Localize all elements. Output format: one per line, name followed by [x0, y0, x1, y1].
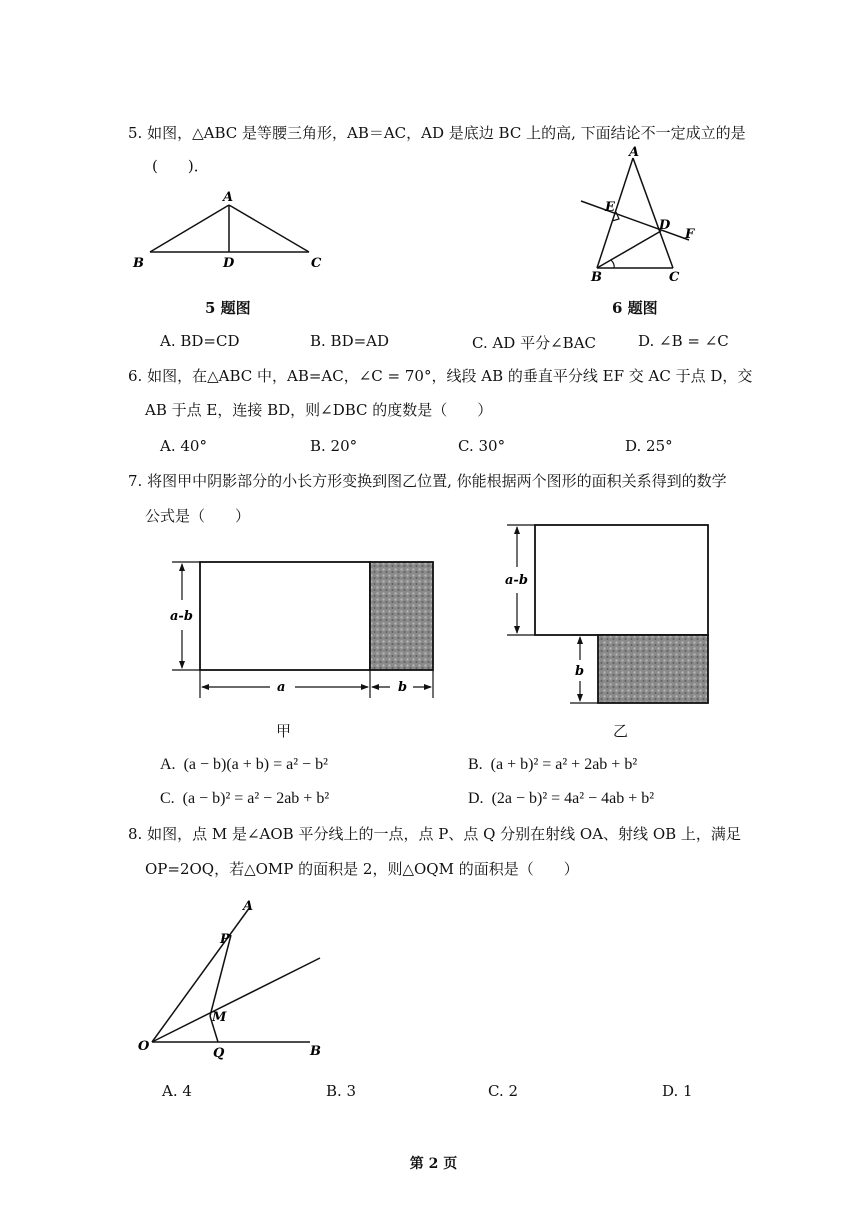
q7-option-a — [160, 756, 328, 774]
figure-yi — [495, 515, 725, 715]
figure-8-angle — [130, 895, 340, 1065]
q7-option-c-prefix: C. — [160, 790, 175, 807]
q7-option-b-prefix: B. — [468, 756, 483, 773]
fig5-label-a: A — [223, 190, 234, 205]
fig8-label-m: M — [212, 1010, 227, 1025]
q7-text-line1: 7. 将图甲中阴影部分的小长方形变换到图乙位置, 你能根据两个图形的面积关系得到的数学 — [128, 472, 727, 490]
q5-option-c: C. AD 平分∠BAC — [472, 334, 597, 352]
fig-yi-label-b: b — [575, 664, 585, 679]
q7-option-d-prefix: D. — [468, 790, 484, 807]
fig5-label-c: C — [311, 256, 322, 271]
q5-option-a: A. BD=CD — [160, 332, 240, 350]
q7-option-d — [468, 790, 654, 808]
q7-option-c-formula: (a − b)² = a² − 2ab + b² — [182, 790, 330, 807]
fig6-caption: 6 题图 — [612, 299, 658, 317]
q8-text-line2: OP=2OQ，若△OMP 的面积是 2，则△OQM 的面积是（ ） — [145, 860, 579, 878]
figure-jia — [160, 550, 450, 710]
q7-text-line2: 公式是（ ） — [145, 507, 251, 525]
q8-option-b: B. 3 — [326, 1082, 357, 1100]
q8-option-a: A. 4 — [162, 1082, 192, 1100]
fig8-label-q: Q — [213, 1046, 225, 1061]
fig5-caption: 5 题图 — [205, 299, 251, 317]
fig6-label-d: D — [659, 218, 671, 233]
fig6-label-a: A — [629, 145, 640, 160]
q6-option-b: B. 20° — [310, 437, 358, 455]
fig8-label-p: P — [220, 932, 230, 947]
fig6-label-c: C — [669, 270, 680, 285]
q5-text-line1: 5. 如图，△ABC 是等腰三角形，AB＝AC，AD 是底边 BC 上的高, 下面结论不一定成立的是 — [128, 124, 746, 142]
fig6-label-b: B — [591, 270, 602, 285]
figure-6-triangle — [575, 145, 705, 285]
q5-text-line2: ( )． — [152, 157, 209, 175]
fig-jia-label-b: b — [398, 680, 408, 695]
q5-option-d: D. ∠B = ∠C — [638, 332, 729, 350]
q7-option-c — [160, 790, 329, 808]
fig-yi-label-a-minus-b: a-b — [505, 573, 528, 588]
q7-option-b — [468, 756, 637, 774]
fig5-label-d: D — [223, 256, 235, 271]
q8-option-c: C. 2 — [488, 1082, 519, 1100]
page-number: 第 2 页 — [409, 1156, 458, 1172]
figure-5-triangle — [125, 185, 345, 280]
q7-option-a-formula: (a − b)(a + b) = a² − b² — [183, 756, 328, 773]
fig-jia-label-a-minus-b: a-b — [170, 609, 193, 624]
fig8-label-b: B — [310, 1044, 321, 1059]
fig8-label-o: O — [138, 1039, 150, 1054]
fig8-label-a: A — [243, 899, 254, 914]
fig6-label-e: E — [605, 200, 615, 215]
caption-jia: 甲 — [276, 722, 292, 740]
q7-option-b-formula: (a + b)² = a² + 2ab + b² — [490, 756, 638, 773]
q7-option-a-prefix: A. — [160, 756, 176, 773]
fig6-label-f: F — [685, 227, 695, 242]
q6-text-line1: 6. 如图，在△ABC 中，AB=AC，∠C = 70°，线段 AB 的垂直平分线 EF 交 AC 于点 D，交 — [128, 367, 753, 385]
q6-option-d: D. 25° — [625, 437, 673, 455]
q8-text-line1: 8. 如图，点 M 是∠AOB 平分线上的一点，点 P、点 Q 分别在射线 OA、射线 OB 上，满足 — [128, 825, 741, 843]
caption-yi: 乙 — [613, 722, 629, 740]
q6-option-c: C. 30° — [458, 437, 506, 455]
q7-option-d-formula: (2a − b)² = 4a² − 4ab + b² — [491, 790, 655, 807]
q6-text-line2: AB 于点 E，连接 BD，则∠DBC 的度数是（ ） — [145, 401, 493, 419]
q5-option-b: B. BD=AD — [310, 332, 390, 350]
fig5-label-b: B — [133, 256, 144, 271]
fig-jia-label-a: a — [277, 680, 286, 695]
q6-option-a: A. 40° — [160, 437, 207, 455]
q8-option-d: D. 1 — [662, 1082, 693, 1100]
